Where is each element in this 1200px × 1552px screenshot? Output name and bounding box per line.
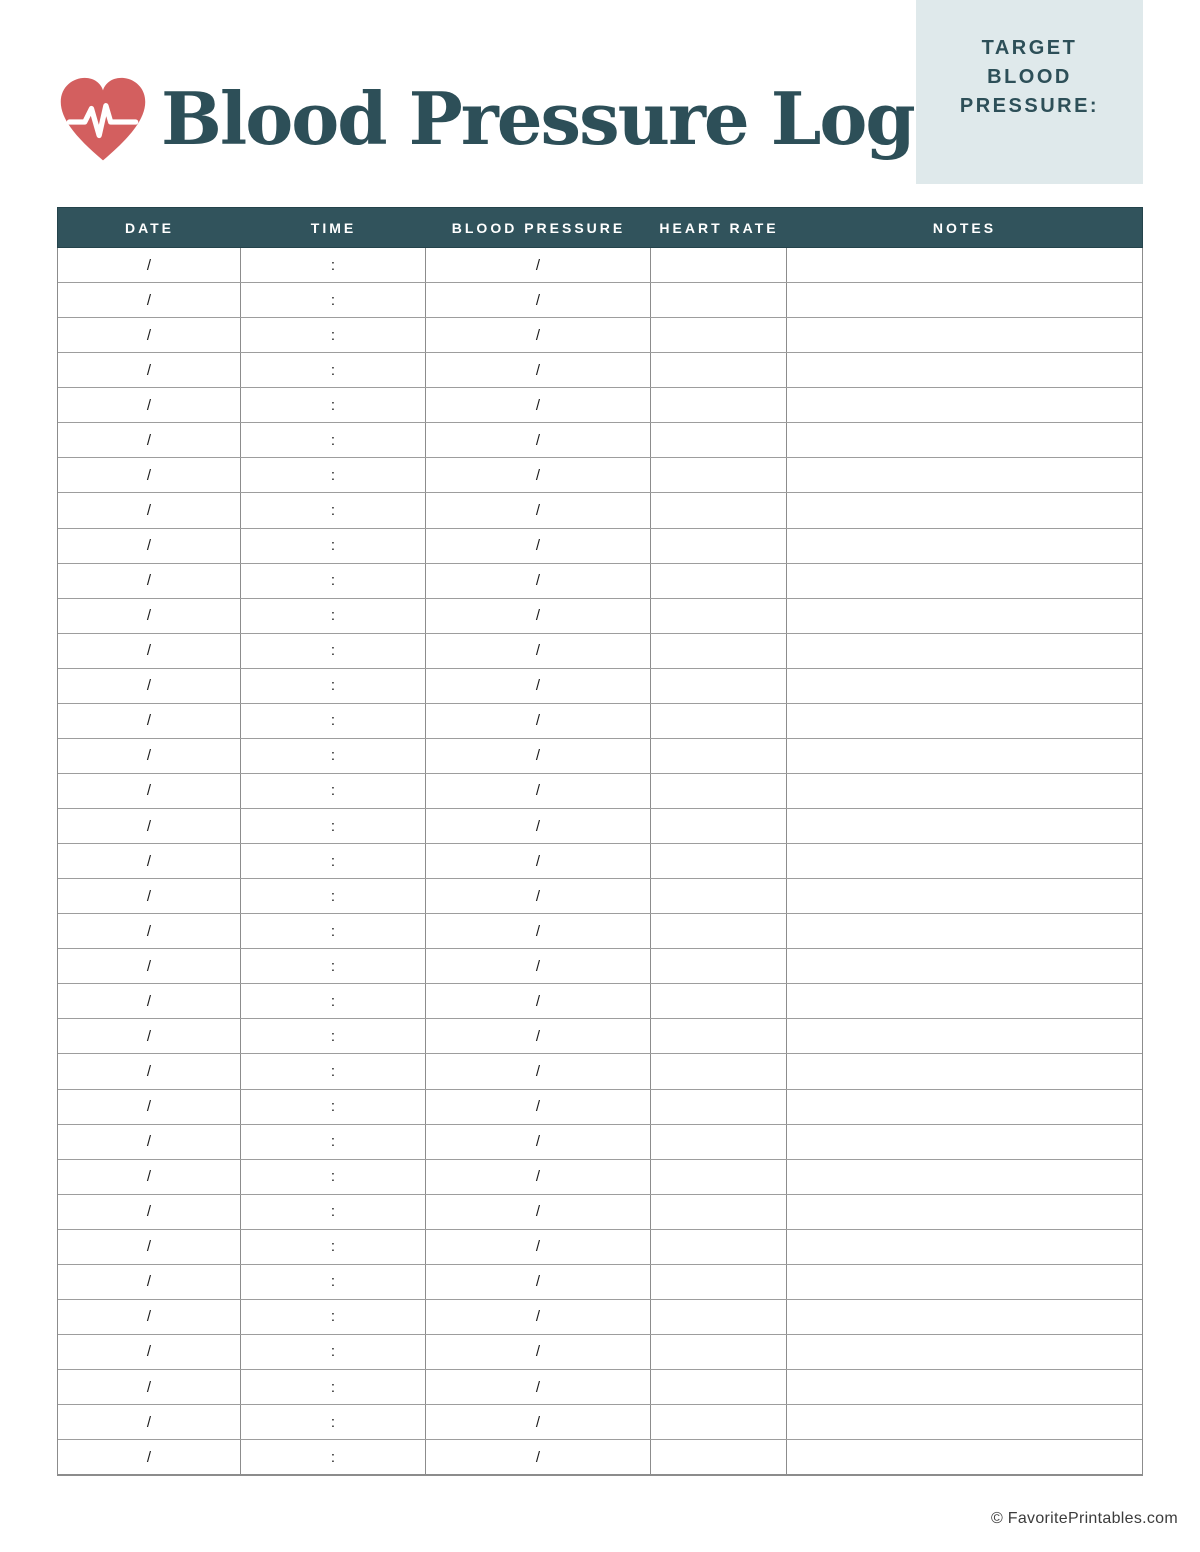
table-row bbox=[58, 599, 1142, 634]
table-row bbox=[58, 1195, 1142, 1230]
column-header-blood-pressure: BLOOD PRESSURE bbox=[451, 219, 626, 236]
time-cell[interactable]: : bbox=[241, 1230, 426, 1264]
heart-rate-cell[interactable] bbox=[651, 669, 787, 703]
notes-cell[interactable] bbox=[787, 1230, 1142, 1264]
notes-cell[interactable] bbox=[787, 423, 1142, 457]
heart-rate-cell[interactable] bbox=[651, 634, 787, 668]
table-row bbox=[58, 704, 1142, 739]
date-cell[interactable]: / bbox=[58, 1090, 241, 1124]
date-cell[interactable]: / bbox=[58, 318, 241, 352]
time-cell[interactable]: : bbox=[241, 283, 426, 317]
time-cell[interactable]: : bbox=[241, 248, 426, 282]
heart-rate-cell[interactable] bbox=[651, 1019, 787, 1053]
table-row bbox=[58, 1300, 1142, 1335]
blood-pressure-cell[interactable]: / bbox=[426, 914, 651, 948]
blood-pressure-cell[interactable]: / bbox=[426, 669, 651, 703]
date-cell[interactable]: / bbox=[58, 634, 241, 668]
date-cell[interactable]: / bbox=[58, 704, 241, 738]
table-row bbox=[58, 1125, 1142, 1160]
time-cell[interactable]: : bbox=[241, 1440, 426, 1474]
heart-rate-cell[interactable] bbox=[651, 1125, 787, 1159]
time-cell[interactable]: : bbox=[241, 984, 426, 1018]
bp-log-table bbox=[57, 207, 1143, 1476]
blood-pressure-cell[interactable]: / bbox=[426, 844, 651, 878]
time-cell[interactable]: : bbox=[241, 1335, 426, 1369]
date-cell[interactable]: / bbox=[58, 283, 241, 317]
notes-cell[interactable] bbox=[787, 914, 1142, 948]
notes-cell[interactable] bbox=[787, 1019, 1142, 1053]
blood-pressure-cell[interactable]: / bbox=[426, 388, 651, 422]
heart-rate-cell[interactable] bbox=[651, 1090, 787, 1124]
blood-pressure-cell[interactable]: / bbox=[426, 529, 651, 563]
time-cell[interactable]: : bbox=[241, 599, 426, 633]
blood-pressure-cell[interactable]: / bbox=[426, 423, 651, 457]
blood-pressure-cell[interactable]: / bbox=[426, 1090, 651, 1124]
table-row bbox=[58, 1019, 1142, 1054]
date-cell[interactable]: / bbox=[58, 949, 241, 983]
blood-pressure-cell[interactable]: / bbox=[426, 1300, 651, 1334]
heart-rate-cell[interactable] bbox=[651, 879, 787, 913]
notes-cell[interactable] bbox=[787, 1160, 1142, 1194]
date-cell[interactable]: / bbox=[58, 1019, 241, 1053]
notes-cell[interactable] bbox=[787, 1370, 1142, 1404]
table-body bbox=[57, 248, 1143, 1476]
notes-cell[interactable] bbox=[787, 388, 1142, 422]
heart-rate-cell[interactable] bbox=[651, 388, 787, 422]
blood-pressure-cell[interactable]: / bbox=[426, 1230, 651, 1264]
heart-rate-cell[interactable] bbox=[651, 1230, 787, 1264]
heart-rate-cell[interactable] bbox=[651, 564, 787, 598]
time-cell[interactable]: : bbox=[241, 809, 426, 843]
time-cell[interactable]: : bbox=[241, 564, 426, 598]
blood-pressure-cell[interactable]: / bbox=[426, 1370, 651, 1404]
heart-rate-cell[interactable] bbox=[651, 949, 787, 983]
table-row bbox=[58, 388, 1142, 423]
heart-rate-cell[interactable] bbox=[651, 529, 787, 563]
date-cell[interactable]: / bbox=[58, 1370, 241, 1404]
notes-cell[interactable] bbox=[787, 248, 1142, 282]
date-cell[interactable]: / bbox=[58, 1230, 241, 1264]
heart-rate-cell[interactable] bbox=[651, 704, 787, 738]
heart-rate-cell[interactable] bbox=[651, 1265, 787, 1299]
blood-pressure-cell[interactable]: / bbox=[426, 283, 651, 317]
notes-cell[interactable] bbox=[787, 1125, 1142, 1159]
heart-rate-cell[interactable] bbox=[651, 1160, 787, 1194]
date-cell[interactable]: / bbox=[58, 1160, 241, 1194]
table-row bbox=[58, 564, 1142, 599]
copyright-footer: © FavoritePrintables.com bbox=[990, 1510, 1178, 1527]
blood-pressure-cell[interactable]: / bbox=[426, 564, 651, 598]
date-cell[interactable]: / bbox=[58, 248, 241, 282]
date-cell[interactable]: / bbox=[58, 1300, 241, 1334]
table-row bbox=[58, 353, 1142, 388]
date-cell[interactable]: / bbox=[58, 564, 241, 598]
blood-pressure-cell[interactable]: / bbox=[426, 1335, 651, 1369]
column-header-heart-rate: HEART RATE bbox=[659, 219, 779, 236]
date-cell[interactable]: / bbox=[58, 493, 241, 527]
date-cell[interactable]: / bbox=[58, 1335, 241, 1369]
date-cell[interactable]: / bbox=[58, 1125, 241, 1159]
heart-rate-cell[interactable] bbox=[651, 1405, 787, 1439]
date-cell[interactable]: / bbox=[58, 1195, 241, 1229]
column-header-time: TIME bbox=[310, 219, 357, 236]
notes-cell[interactable] bbox=[787, 704, 1142, 738]
heart-rate-cell[interactable] bbox=[651, 599, 787, 633]
notes-cell[interactable] bbox=[787, 1265, 1142, 1299]
heart-rate-cell[interactable] bbox=[651, 1335, 787, 1369]
date-cell[interactable]: / bbox=[58, 1265, 241, 1299]
heart-rate-cell[interactable] bbox=[651, 984, 787, 1018]
column-header-notes: NOTES bbox=[932, 219, 997, 236]
table-row bbox=[58, 1265, 1142, 1300]
blood-pressure-cell[interactable]: / bbox=[426, 879, 651, 913]
heart-rate-cell[interactable] bbox=[651, 774, 787, 808]
table-row bbox=[58, 739, 1142, 774]
table-row bbox=[58, 879, 1142, 914]
time-cell[interactable]: : bbox=[241, 1019, 426, 1053]
time-cell[interactable]: : bbox=[241, 879, 426, 913]
notes-cell[interactable] bbox=[787, 493, 1142, 527]
page-header bbox=[55, 72, 914, 172]
notes-cell[interactable] bbox=[787, 1405, 1142, 1439]
heart-rate-cell[interactable] bbox=[651, 248, 787, 282]
notes-cell[interactable] bbox=[787, 879, 1142, 913]
blood-pressure-cell[interactable]: / bbox=[426, 1160, 651, 1194]
notes-cell[interactable] bbox=[787, 458, 1142, 492]
blood-pressure-cell[interactable]: / bbox=[426, 634, 651, 668]
blood-pressure-cell[interactable]: / bbox=[426, 949, 651, 983]
time-cell[interactable]: : bbox=[241, 1370, 426, 1404]
blood-pressure-cell[interactable]: / bbox=[426, 1265, 651, 1299]
notes-cell[interactable] bbox=[787, 283, 1142, 317]
heart-rate-cell[interactable] bbox=[651, 493, 787, 527]
notes-cell[interactable] bbox=[787, 1054, 1142, 1088]
heart-rate-cell[interactable] bbox=[651, 914, 787, 948]
table-row bbox=[58, 809, 1142, 844]
blood-pressure-cell[interactable]: / bbox=[426, 248, 651, 282]
target-blood-pressure-label: TARGET BLOOD PRESSURE: bbox=[959, 37, 1100, 117]
time-cell[interactable]: : bbox=[241, 844, 426, 878]
page-title: Blood Pressure Log bbox=[161, 76, 914, 161]
notes-cell[interactable] bbox=[787, 599, 1142, 633]
heart-rate-cell[interactable] bbox=[651, 423, 787, 457]
date-cell[interactable]: / bbox=[58, 353, 241, 387]
blood-pressure-cell[interactable]: / bbox=[426, 1405, 651, 1439]
time-cell[interactable]: : bbox=[241, 1125, 426, 1159]
date-cell[interactable]: / bbox=[58, 669, 241, 703]
date-cell[interactable]: / bbox=[58, 844, 241, 878]
notes-cell[interactable] bbox=[787, 318, 1142, 352]
notes-cell[interactable] bbox=[787, 1300, 1142, 1334]
notes-cell[interactable] bbox=[787, 1090, 1142, 1124]
time-cell[interactable]: : bbox=[241, 1195, 426, 1229]
notes-cell[interactable] bbox=[787, 634, 1142, 668]
table-row bbox=[58, 283, 1142, 318]
table-row bbox=[58, 458, 1142, 493]
table-row bbox=[58, 984, 1142, 1019]
time-cell[interactable]: : bbox=[241, 774, 426, 808]
notes-cell[interactable] bbox=[787, 774, 1142, 808]
notes-cell[interactable] bbox=[787, 1195, 1142, 1229]
time-cell[interactable]: : bbox=[241, 634, 426, 668]
date-cell[interactable]: / bbox=[58, 879, 241, 913]
heart-rate-cell[interactable] bbox=[651, 844, 787, 878]
table-row bbox=[58, 774, 1142, 809]
heart-rate-cell[interactable] bbox=[651, 1195, 787, 1229]
time-cell[interactable]: : bbox=[241, 1090, 426, 1124]
blood-pressure-cell[interactable]: / bbox=[426, 318, 651, 352]
blood-pressure-cell[interactable]: / bbox=[426, 493, 651, 527]
table-row bbox=[58, 949, 1142, 984]
date-cell[interactable]: / bbox=[58, 1054, 241, 1088]
time-cell[interactable]: : bbox=[241, 423, 426, 457]
table-header-row bbox=[57, 207, 1143, 248]
heart-ekg-icon bbox=[55, 74, 151, 170]
time-cell[interactable]: : bbox=[241, 914, 426, 948]
time-cell[interactable]: : bbox=[241, 1265, 426, 1299]
notes-cell[interactable] bbox=[787, 949, 1142, 983]
notes-cell[interactable] bbox=[787, 669, 1142, 703]
notes-cell[interactable] bbox=[787, 353, 1142, 387]
heart-rate-cell[interactable] bbox=[651, 809, 787, 843]
date-cell[interactable]: / bbox=[58, 809, 241, 843]
notes-cell[interactable] bbox=[787, 844, 1142, 878]
date-cell[interactable]: / bbox=[58, 458, 241, 492]
column-header-date: DATE bbox=[124, 219, 175, 236]
blood-pressure-cell[interactable]: / bbox=[426, 353, 651, 387]
heart-rate-cell[interactable] bbox=[651, 739, 787, 773]
time-cell[interactable]: : bbox=[241, 353, 426, 387]
blood-pressure-cell[interactable]: / bbox=[426, 1195, 651, 1229]
table-row bbox=[58, 1335, 1142, 1370]
table-row bbox=[58, 248, 1142, 283]
time-cell[interactable]: : bbox=[241, 388, 426, 422]
table-row bbox=[58, 1160, 1142, 1195]
notes-cell[interactable] bbox=[787, 564, 1142, 598]
time-cell[interactable]: : bbox=[241, 529, 426, 563]
date-cell[interactable]: / bbox=[58, 984, 241, 1018]
time-cell[interactable]: : bbox=[241, 739, 426, 773]
table-row bbox=[58, 634, 1142, 669]
time-cell[interactable]: : bbox=[241, 1054, 426, 1088]
table-row bbox=[58, 423, 1142, 458]
date-cell[interactable]: / bbox=[58, 388, 241, 422]
notes-cell[interactable] bbox=[787, 739, 1142, 773]
time-cell[interactable]: : bbox=[241, 1405, 426, 1439]
heart-rate-cell[interactable] bbox=[651, 283, 787, 317]
blood-pressure-cell[interactable]: / bbox=[426, 458, 651, 492]
table-row bbox=[58, 1090, 1142, 1125]
time-cell[interactable]: : bbox=[241, 1300, 426, 1334]
time-cell[interactable]: : bbox=[241, 949, 426, 983]
table-row bbox=[58, 669, 1142, 704]
blood-pressure-cell[interactable]: / bbox=[426, 1054, 651, 1088]
time-cell[interactable]: : bbox=[241, 669, 426, 703]
date-cell[interactable]: / bbox=[58, 529, 241, 563]
heart-rate-cell[interactable] bbox=[651, 353, 787, 387]
heart-rate-cell[interactable] bbox=[651, 1370, 787, 1404]
blood-pressure-cell[interactable]: / bbox=[426, 599, 651, 633]
heart-rate-cell[interactable] bbox=[651, 1300, 787, 1334]
time-cell[interactable]: : bbox=[241, 493, 426, 527]
time-cell[interactable]: : bbox=[241, 318, 426, 352]
date-cell[interactable]: / bbox=[58, 1440, 241, 1474]
table-row bbox=[58, 1405, 1142, 1440]
date-cell[interactable]: / bbox=[58, 1405, 241, 1439]
notes-cell[interactable] bbox=[787, 1440, 1142, 1474]
blood-pressure-cell[interactable]: / bbox=[426, 704, 651, 738]
date-cell[interactable]: / bbox=[58, 599, 241, 633]
table-row bbox=[58, 844, 1142, 879]
blood-pressure-cell[interactable]: / bbox=[426, 739, 651, 773]
target-blood-pressure-box bbox=[916, 0, 1143, 184]
table-row bbox=[58, 1230, 1142, 1265]
heart-rate-cell[interactable] bbox=[651, 458, 787, 492]
blood-pressure-cell[interactable]: / bbox=[426, 1125, 651, 1159]
heart-rate-cell[interactable] bbox=[651, 318, 787, 352]
notes-cell[interactable] bbox=[787, 809, 1142, 843]
blood-pressure-cell[interactable]: / bbox=[426, 984, 651, 1018]
date-cell[interactable]: / bbox=[58, 739, 241, 773]
blood-pressure-cell[interactable]: / bbox=[426, 774, 651, 808]
notes-cell[interactable] bbox=[787, 529, 1142, 563]
table-row bbox=[58, 1054, 1142, 1089]
table-row bbox=[58, 318, 1142, 353]
heart-rate-cell[interactable] bbox=[651, 1054, 787, 1088]
time-cell[interactable]: : bbox=[241, 704, 426, 738]
table-row bbox=[58, 914, 1142, 949]
notes-cell[interactable] bbox=[787, 1335, 1142, 1369]
blood-pressure-cell[interactable]: / bbox=[426, 1019, 651, 1053]
date-cell[interactable]: / bbox=[58, 914, 241, 948]
table-row bbox=[58, 529, 1142, 564]
date-cell[interactable]: / bbox=[58, 423, 241, 457]
blood-pressure-cell[interactable]: / bbox=[426, 809, 651, 843]
time-cell[interactable]: : bbox=[241, 1160, 426, 1194]
heart-rate-cell[interactable] bbox=[651, 1440, 787, 1474]
date-cell[interactable]: / bbox=[58, 774, 241, 808]
table-row bbox=[58, 493, 1142, 528]
table-row bbox=[58, 1440, 1142, 1474]
table-row bbox=[58, 1370, 1142, 1405]
notes-cell[interactable] bbox=[787, 984, 1142, 1018]
time-cell[interactable]: : bbox=[241, 458, 426, 492]
blood-pressure-cell[interactable]: / bbox=[426, 1440, 651, 1474]
